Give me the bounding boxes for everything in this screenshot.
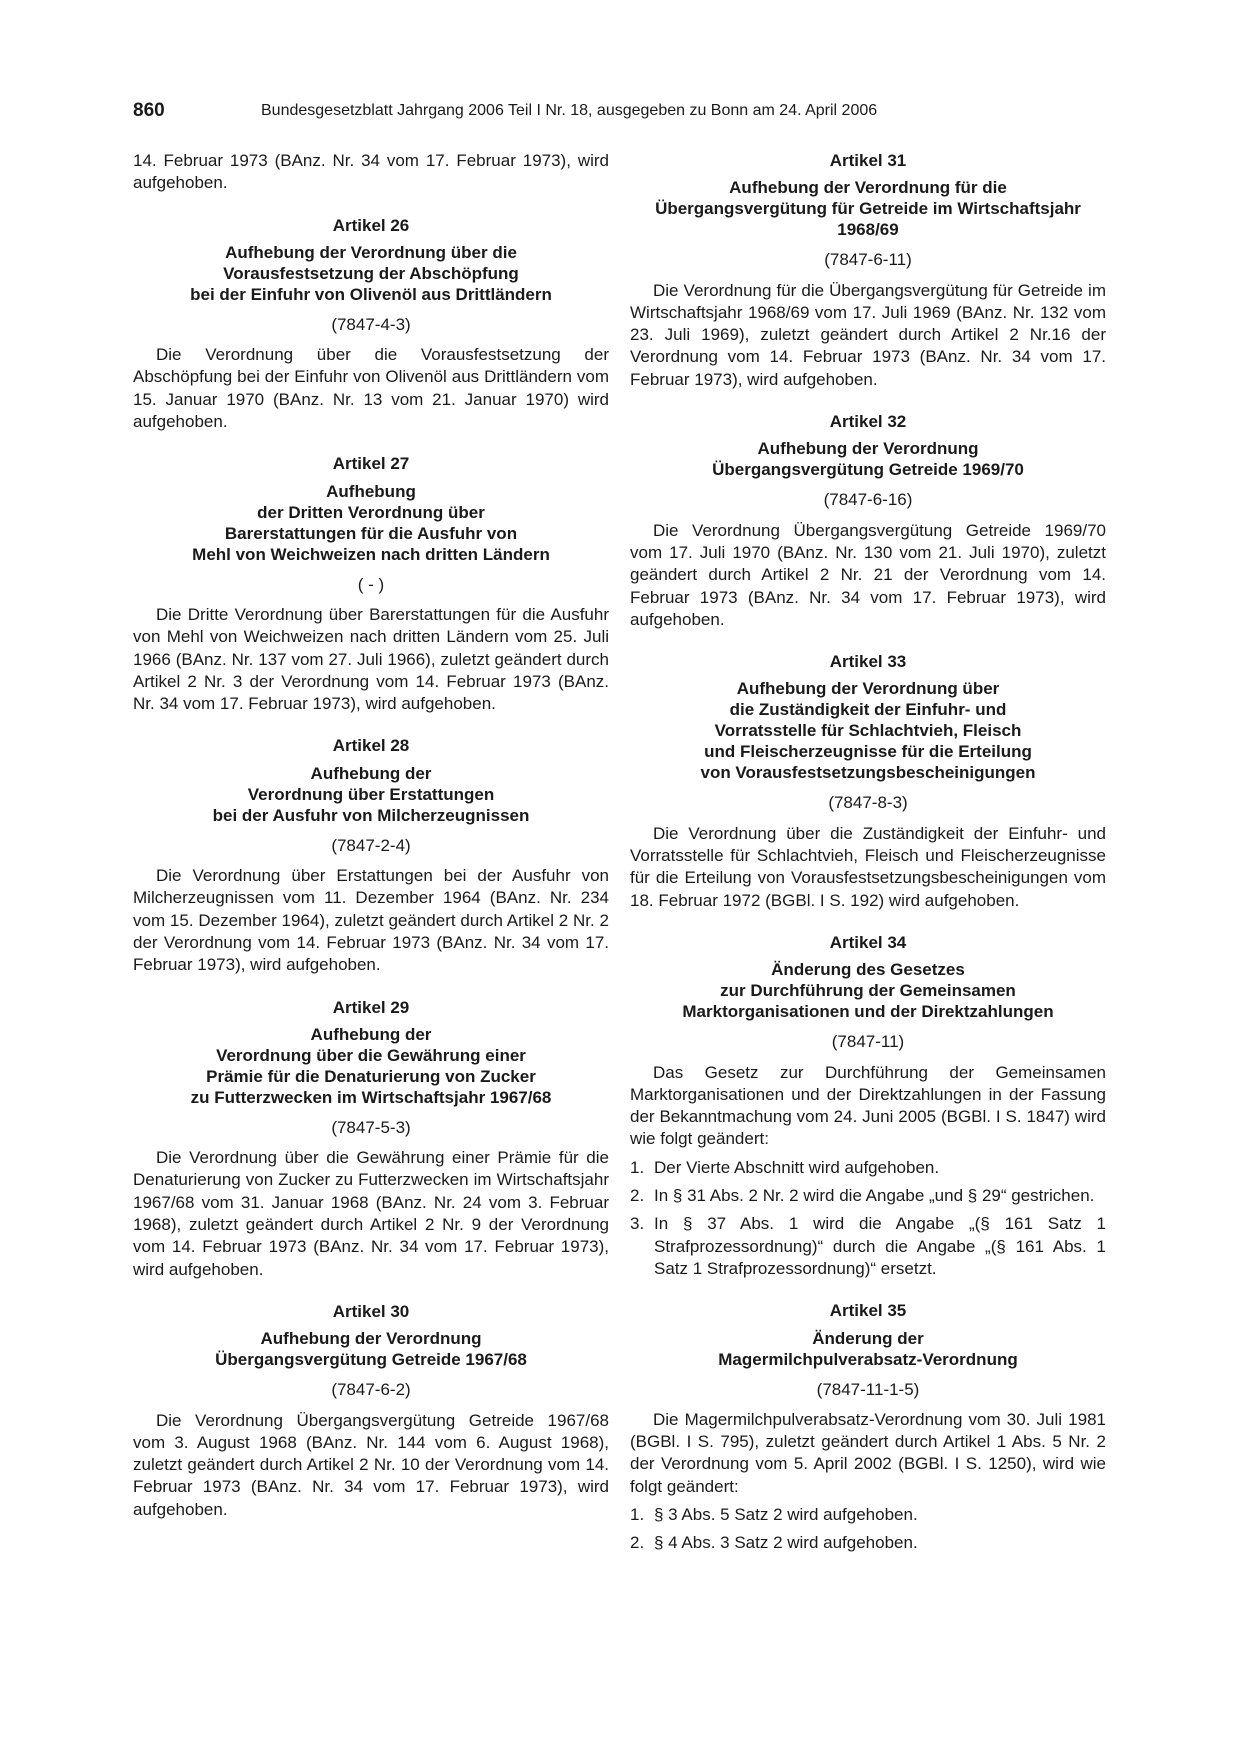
article-number: Artikel 28	[332, 736, 410, 756]
page-header	[133, 100, 1105, 126]
article-title: Aufhebung der Verordnung über die Vorausfestsetzung der Abschöpfung bei der Einfuhr von Olivenöl aus Drittländern	[190, 242, 552, 304]
item-text: § 4 Abs. 3 Satz 2 wird aufgehoben.	[654, 1533, 918, 1553]
article-number: Artikel 32	[829, 412, 907, 432]
article-30	[133, 1301, 609, 1521]
article-text: Die Verordnung über die Zuständigkeit der Einfuhr- und Vorratsstelle für Schlachtvieh, Fleisch und Fleischerzeugnisse für die Erteilung von Vorausfestsetzungsbescheinigungen vom 18. Februar 1972 (BGBl. I S. 192) wird aufgehoben.	[630, 823, 1106, 910]
article-code: (7847-4-3)	[331, 314, 411, 334]
article-number: Artikel 35	[829, 1301, 907, 1321]
article-code: (7847-2-4)	[331, 835, 411, 855]
article-code: (7847-6-2)	[331, 1380, 411, 1400]
left-column	[133, 150, 609, 1521]
article-number: Artikel 26	[332, 215, 410, 235]
article-text: Die Dritte Verordnung über Barerstattungen für die Ausfuhr von Mehl von Weichweizen nach dritten Ländern vom 25. Juli 1966 (BAnz. Nr. 137 vom 27. Juli 1966), zuletzt geändert durch Artikel 2 Nr. 3 der Verordnung vom 14. Februar 1973 (BAnz. Nr. 34 vom 17. Februar 1973), wird aufgehoben.	[133, 604, 609, 714]
article-code: (7847-6-11)	[824, 250, 912, 270]
article-text: Die Verordnung über Erstattungen bei der Ausfuhr von Milcherzeugnissen vom 11. Dezember 1964 (BAnz. Nr. 234 vom 15. Dezember 1964), zuletzt geändert durch Artikel 2 Nr. 2 der Verordnung vom 14. Februar 1973 (BAnz. Nr. 34 vom 17. Februar 1973), wird aufgehoben.	[133, 866, 609, 975]
list-item	[630, 1532, 1106, 1554]
article-title: Aufhebung der Verordnung für die Übergangsvergütung für Getreide im Wirtschaftsjahr 1968/69	[655, 178, 1081, 240]
item-text: § 3 Abs. 5 Satz 2 wird aufgehoben.	[654, 1504, 918, 1524]
article-code: (7847-11)	[831, 1032, 905, 1052]
article-text: Die Magermilchpulverabsatz-Verordnung vom 30. Juli 1981 (BGBl. I S. 795), zuletzt geändert durch Artikel 1 Abs. 5 Nr. 2 der Verordnung vom 5. April 2002 (BGBl. I S. 1250), wird wie folgt geändert:	[630, 1409, 1106, 1496]
article-code: (7847-6-16)	[823, 490, 913, 510]
item-text: In § 37 Abs. 1 wird die Angabe „(§ 161 Satz 1 Strafprozessordnung)“ durch die Angabe „(§ 161 Abs. 1 Satz 1 Strafprozessordnung)“ ersetzt.	[654, 1214, 1106, 1278]
article-code: (7847-8-3)	[828, 793, 908, 813]
item-text: In § 31 Abs. 2 Nr. 2 wird die Angabe „und § 29“ gestrichen.	[654, 1186, 1095, 1206]
item-text: Der Vierte Abschnitt wird aufgehoben.	[654, 1157, 940, 1177]
article-text: Die Verordnung Übergangsvergütung Getreide 1967/68 vom 3. August 1968 (BAnz. Nr. 144 vom 6. August 1968), zuletzt geändert durch Artikel 2 Nr. 10 der Verordnung vom 14. Februar 1973 (BAnz. Nr. 34 vom 17. Februar 1973), wird aufgehoben.	[133, 1410, 609, 1519]
article-27	[133, 453, 609, 715]
continuation-text: 14. Februar 1973 (BAnz. Nr. 34 vom 17. Februar 1973), wird aufgehoben.	[133, 151, 609, 193]
running-title: Bundesgesetzblatt Jahrgang 2006 Teil I Nr. 18, ausgegeben zu Bonn am 24. April 2006	[261, 102, 878, 119]
article-33	[630, 651, 1106, 912]
page-number: 860	[133, 100, 165, 121]
article-number: Artikel 27	[332, 454, 410, 474]
article-text: Das Gesetz zur Durchführung der Gemeinsamen Marktorganisationen und der Direktzahlungen in der Fassung der Bekanntmachung vom 24. Juni 2005 (BGBl. I S. 1847) wird wie folgt geändert:	[630, 1062, 1106, 1149]
article-32	[630, 411, 1106, 631]
list-item	[630, 1213, 1106, 1280]
article-number: Artikel 34	[829, 932, 907, 952]
article-title: Aufhebung der Verordnung Übergangsvergütung Getreide 1969/70	[712, 439, 1024, 480]
article-text: Die Verordnung für die Übergangsvergütung für Getreide im Wirtschaftsjahr 1968/69 vom 17. Juli 1969 (BAnz. Nr. 132 vom 23. Juli 1969), zuletzt geändert durch Artikel 2 Nr.16 der Verordnung vom 14. Februar 1973 (BAnz. Nr. 34 vom 17. Februar 1973), wird aufgehoben.	[630, 280, 1106, 389]
article-number: Artikel 29	[332, 997, 410, 1017]
article-title: Aufhebung der Verordnung über die Gewährung einer Prämie für die Denaturierung von Zucker zu Futterzwecken im Wirtschaftsjahr 1967/68	[190, 1024, 552, 1107]
article-26	[133, 215, 609, 434]
article-31	[630, 150, 1106, 391]
right-column	[630, 150, 1106, 1561]
article-title: Aufhebung der Verordnung über die Zuständigkeit der Einfuhr- und Vorratsstelle für Schlachtvieh, Fleisch und Fleischerzeugnisse für die Erteilung von Vorausfestsetzungsbescheinigungen	[700, 679, 1036, 783]
article-title: Aufhebung der Dritten Verordnung über Barerstattungen für die Ausfuhr von Mehl von Weichweizen nach dritten Ländern	[192, 481, 550, 564]
article-number: Artikel 30	[332, 1301, 410, 1321]
article-code: (7847-5-3)	[331, 1117, 411, 1137]
article-text: Die Verordnung Übergangsvergütung Getreide 1969/70 vom 17. Juli 1970 (BAnz. Nr. 130 vom 21. Juli 1970), zuletzt geändert durch Artikel 2 Nr. 21 der Verordnung vom 14. Februar 1973 (BAnz. Nr. 34 vom 17. Februar 1973), wird aufgehoben.	[630, 520, 1106, 629]
list-item	[630, 1504, 1106, 1526]
item-number: 2.	[630, 1533, 645, 1553]
article-title: Änderung der Magermilchpulverabsatz-Verordnung	[718, 1328, 1018, 1369]
article-code: ( - )	[357, 574, 385, 594]
article-title: Aufhebung der Verordnung Übergangsvergütung Getreide 1967/68	[215, 1329, 527, 1370]
article-29	[133, 997, 609, 1281]
item-number: 1.	[630, 1504, 645, 1524]
article-code: (7847-11-1-5)	[816, 1379, 920, 1399]
article-title: Aufhebung der Verordnung über Erstattungen bei der Ausfuhr von Milcherzeugnissen	[212, 763, 530, 825]
article-35	[630, 1300, 1106, 1554]
list-item	[630, 1157, 1106, 1179]
article-34	[630, 932, 1106, 1280]
item-number: 3.	[630, 1214, 645, 1234]
amendment-list	[630, 1504, 1106, 1555]
item-number: 2.	[630, 1186, 645, 1206]
item-number: 1.	[630, 1157, 645, 1177]
article-28	[133, 735, 609, 976]
article-text: Die Verordnung über die Gewährung einer Prämie für die Denaturierung von Zucker zu Futterzwecken im Wirtschaftsjahr 1967/68 vom 31. Januar 1968 (BAnz. Nr. 24 vom 3. Februar 1968), zuletzt geändert durch Artikel 2 Nr. 9 der Verordnung vom 14. Februar 1973 (BAnz. Nr. 34 vom 17. Februar 1973), wird aufgehoben.	[133, 1148, 609, 1279]
amendment-list	[630, 1157, 1106, 1280]
article-number: Artikel 33	[829, 652, 907, 672]
article-number: Artikel 31	[829, 151, 907, 170]
article-title: Änderung des Gesetzes zur Durchführung der Gemeinsamen Marktorganisationen und der Direktzahlungen	[682, 960, 1054, 1022]
list-item	[630, 1185, 1106, 1207]
article-text: Die Verordnung über die Vorausfestsetzung der Abschöpfung bei der Einfuhr von Olivenöl aus Drittländern vom 15. Januar 1970 (BAnz. Nr. 13 vom 21. Januar 1970) wird aufgehoben.	[133, 345, 609, 432]
